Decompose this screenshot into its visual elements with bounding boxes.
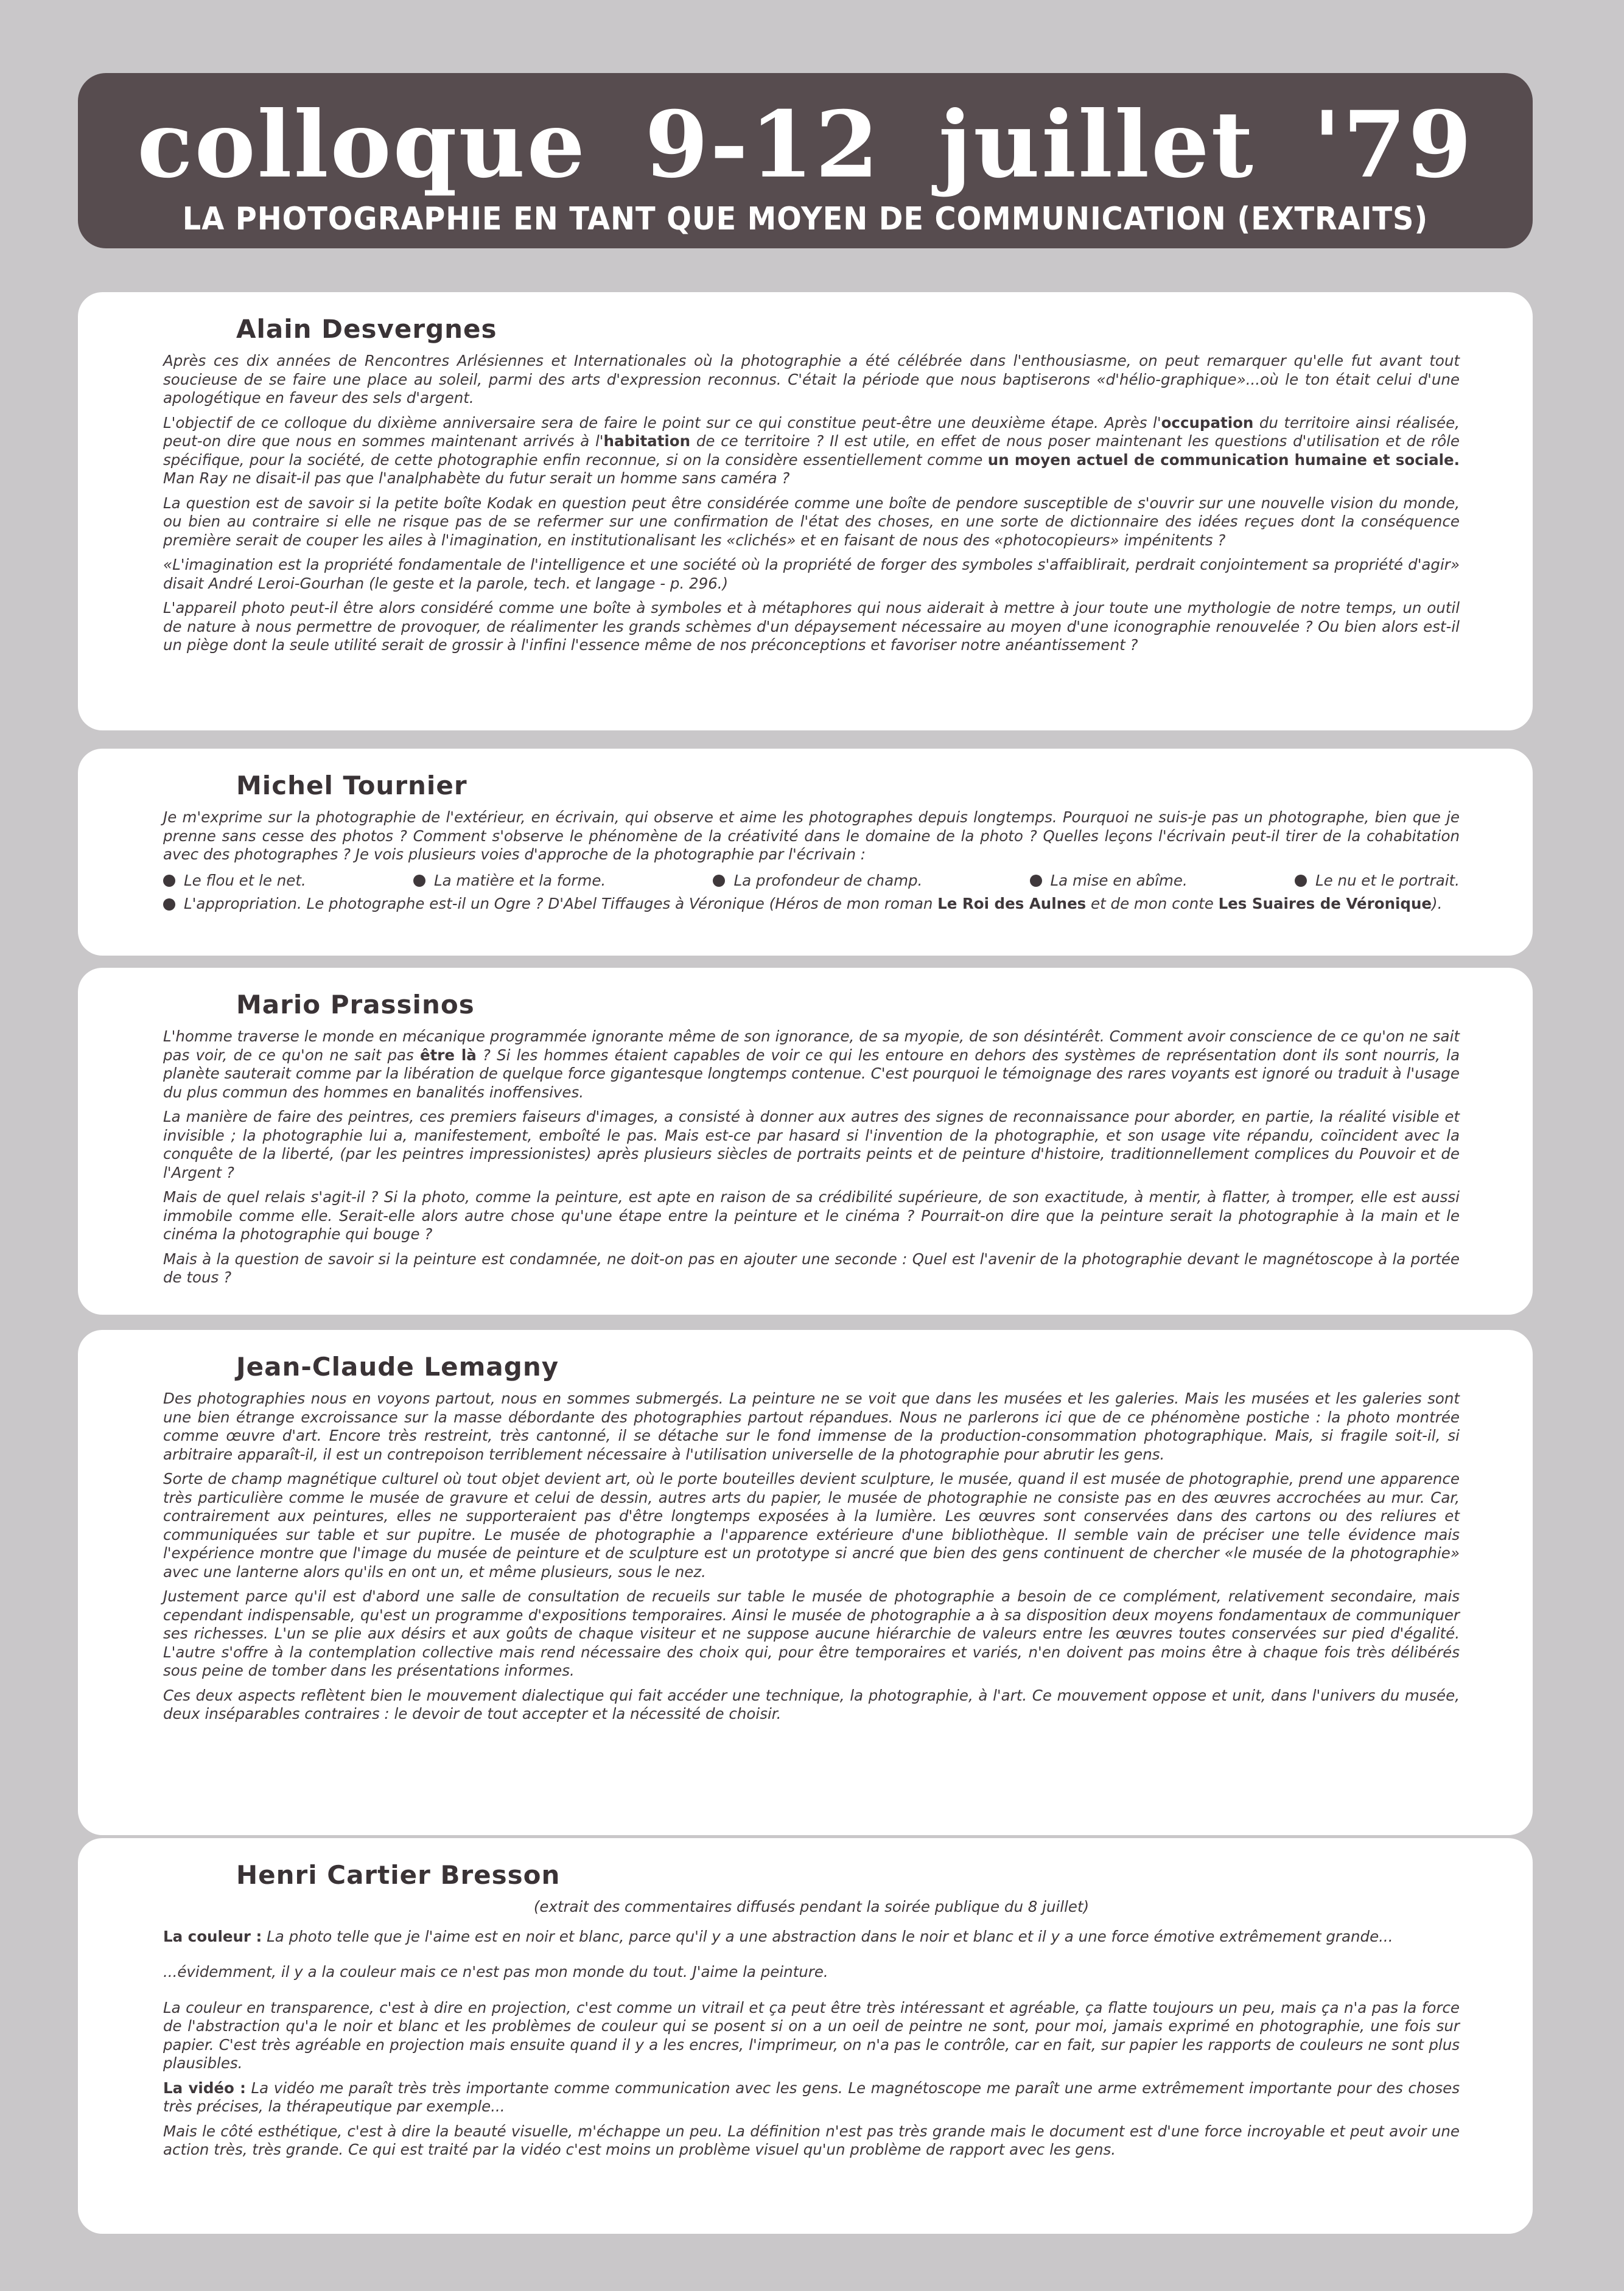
paragraph: La manière de faire des peintres, ces premiers faiseurs d'images, a consisté à donner aux autres des signes de reconnaissance pour aborder, en partie, la réalité visible et invisible ; la photographie lui a, manifestement, emboîté le pas. Mais est-ce par hasard si l'invention de la photographie, et son usage vite répandu, coïncident avec la conquête de la liberté, (par les peintres impressionistes) après plusieurs siècles de portraits peints et de peinture d'histoire, traditionnellement complices du Pouvoir et de l'Argent ? [163,1108,1460,1181]
bullet-item: La profondeur de champ. [713,870,922,891]
quote-paragraph: «L'imagination est la propriété fondamentale de l'intelligence et une société où la propriété de forger des symboles s'affaiblirait, perdrait conjointement sa propriété d'agir» disait André Leroi-Gourhan (le geste et la parole, tech. et langage - p. 296.) [163,556,1460,592]
topic-label: La vidéo : [163,2079,246,2097]
paragraph: La vidéo : La vidéo me paraît très très importante comme communication avec les gens. Le magnétoscope me paraît une arme extrêmement importante pour des choses très précises, la thérapeutique par exemple... [163,2079,1460,2115]
section-prassinos [78,968,1533,1315]
bullet-dot-icon [1295,875,1307,887]
page-title: colloque 9-12 juillet '79 [137,91,1474,198]
paragraph: La couleur : La photo telle que je l'aime est en noir et blanc, parce qu'il y a une abstraction dans le noir et blanc et il y a une force émotive extrêmement grande... [163,1927,1393,1945]
bullet-item: Le nu et le portrait. [1295,870,1460,891]
section-tournier [78,749,1533,956]
page-subtitle: LA PHOTOGRAPHIE EN TANT QUE MOYEN DE COMMUNICATION (EXTRAITS) [182,201,1429,237]
author-heading: Alain Desvergnes [236,314,497,344]
bullet-item: La mise en abîme. [1030,870,1188,891]
paragraph: Mais à la question de savoir si la peinture est condamnée, ne doit-on pas en ajouter une seconde : Quel est l'avenir de la photographie devant le magnétoscope à la portée de tous ? [163,1250,1460,1286]
paragraph: L'homme traverse le monde en mécanique programmée ignorante même de son ignorance, de sa myopie, de son désintérêt. Comment avoir conscience de ce qu'on ne sait pas voir, de ce qu'on ne sait pas être là ? Si les hommes étaient capables de voir ce qui les entoure en dehors des systèmes de représentation dont ils sont nourris, la planète sauterait comme par la libération de quelque force gigantesque longtemps contenue. C'est pourquoi le témoignage des rares voyants est ignoré ou traduit à l'usage du plus commun des hommes en banalités inoffensives. [163,1027,1460,1101]
paragraph: Mais de quel relais s'agit-il ? Si la photo, comme la peinture, est apte en raison de sa crédibilité supérieure, de son exactitude, à mentir, à flatter, à tromper, elle est aussi immobile comme elle. Serait-elle alors autre chose qu'une étape entre la peinture et le cinéma ? Pourrait-on dire que la peinture serait la photographie à la main et le cinéma la photographie qui bouge ? [163,1188,1460,1243]
paragraph: ...évidemment, il y a la couleur mais ce n'est pas mon monde du tout. J'aime la peinture. [163,1963,828,1981]
paragraph: L'objectif de ce colloque du dixième anniversaire sera de faire le point sur ce qui constitue peut-être une deuxième étape. Après l'occupation du territoire ainsi réalisée, peut-on dire que nous en sommes maintenant arrivés à l'habitation de ce territoire ? Il est utile, en effet de nous poser maintenant les questions d'utilisation et de rôle spécifique, pour la société, de cette photographie enfin reconnue, si on la considère essentiellement comme un moyen actuel de communication humaine et sociale. Man Ray ne disait-il pas que l'analphabète du futur serait un homme sans caméra ? [163,413,1460,487]
paragraph: La couleur en transparence, c'est à dire en projection, c'est comme un vitrail et ça peut être très intéressant et agréable, ça flatte toujours un peu, mais ça n'a pas la force de l'abstraction qu'a le noir et blanc et les problèmes de couleur qui se posent si on a un oeil de peintre ne sont, pour moi, jamais exprimé en photographie, une fois sur papier. C'est très agréable en projection mais ensuite quand il y a les encres, l'imprimeur, on n'a pas le contrôle, car en fait, sur papier les rapports de couleurs ne sont plus plausibles. [163,1998,1460,2072]
paragraph: L'appropriation. Le photographe est-il un Ogre ? D'Abel Tiffauges à Véronique (Héros de mon roman Le Roi des Aulnes et de mon conte Les Suaires de Véronique). [163,895,1460,914]
paragraph: Je m'exprime sur la photographie de l'extérieur, en écrivain, qui observe et aime les photographes depuis longtemps. Pourquoi ne suis-je pas un photographe, bien que je prenne sans cesse des photos ? Comment s'observe le phénomène de la créativité dans le domaine de la photo ? Quelles leçons l'écrivain peut-il tirer de la cohabitation avec des photographes ? Je vois plusieurs voies d'approche de la photographie par l'écrivain : [163,808,1460,863]
header-banner [78,73,1533,248]
author-heading: Henri Cartier Bresson [236,1860,561,1890]
section-bresson [78,1838,1533,2234]
bullet-dot-icon [413,875,425,887]
paragraph: Justement parce qu'il est d'abord une salle de consultation de recueils sur table le musée de photographie a besoin de ce complément, relativement secondaire, mais cependant indispensable, qu'est un programme d'expositions temporaires. Ainsi le musée de photographie a à sa disposition deux moyens fondamentaux de communiquer ses richesses. L'un se plie aux désirs et aux goûts de chaque visiteur et ne suppose aucune hiérarchie de valeurs entre les œuvres toutes conservées sur pied d'égalité. L'autre s'offre à la contemplation collective mais rend nécessaire des choix qui, pour être temporaires et variés, n'en doivent pas moins être à chaque fois très délibérés sous peine de tomber dans les présentations informes. [163,1587,1460,1679]
bullet-dot-icon [713,875,725,887]
bullet-list [163,870,1460,891]
bullet-dot-icon [163,875,175,887]
bullet-dot-icon [1030,875,1042,887]
author-heading: Michel Tournier [236,771,467,800]
bullet-item: Le flou et le net. [163,870,306,891]
source-note: (extrait des commentaires diffusés pendant la soirée publique du 8 juillet) [533,1898,1090,1915]
paragraph: Des photographies nous en voyons partout, nous en sommes submergés. La peinture ne se voit que dans les musées et les galeries. Mais les musées et les galeries sont une bien étrange excroissance sur la masse débordante des photographies partout répandues. Nous ne parlerons ici que de ce phénomène postiche : la photo montrée comme œuvre d'art. Encore très restreint, très cantonné, il se détache sur le fond immense de la production-consommation photographique. Mais, si fragile soit-il, si arbitraire apparaît-il, il est un contrepoison terriblement nécessaire à l'utilisation universelle de la photographie pour abrutir les gens. [163,1390,1460,1463]
topic-label: La couleur : [163,1927,262,1945]
author-heading: Mario Prassinos [236,990,475,1020]
author-heading: Jean-Claude Lemagny [236,1352,559,1382]
paragraph: Ces deux aspects reflètent bien le mouvement dialectique qui fait accéder une technique, la photographie, à l'art. Ce mouvement oppose et unit, dans l'univers du musée, deux inséparables contraires : le devoir de tout accepter et la nécessité de choisir. [163,1686,1460,1723]
paragraph: Après ces dix années de Rencontres Arlésiennes et Internationales où la photographie a été célébrée dans l'enthousiasme, on peut remarquer qu'elle fut avant tout soucieuse de se faire une place au soleil, parmi des arts d'expression reconnus. C'était la période que nous baptiserons «d'hélio-graphique»...où le ton était celui d'une apologétique en faveur des sels d'argent. [163,352,1460,407]
bullet-item: La matière et la forme. [413,870,606,891]
paragraph: Sorte de champ magnétique culturel où tout objet devient art, où le porte bouteilles devient sculpture, le musée, quand il est musée de photographie, prend une apparence très particulière comme le musée de gravure et celui de dessin, autres arts du papier, le musée de photographie ne consiste pas en des œuvres accrochées au mur. Car, contrairement aux peintures, elles ne supporteraient pas d'être longtemps exposées à la lumière. Les œuvres sont conservées dans des cartons ou des reliures et communiquées sur table et sur pupitre. Le musée de photographie a l'apparence extérieure d'une bibliothèque. Il semble vain de préciser une telle évidence mais l'expérience montre que l'image du musée de peinture et de sculpture est un prototype si ancré que bien des gens continuent de chercher «le musée de la photographie» avec une lanterne alors qu'ils en ont un, et même plusieurs, sous le nez. [163,1470,1460,1581]
paragraph: La question est de savoir si la petite boîte Kodak en question peut être considérée comme une boîte de pendore susceptible de s'ouvrir sur une nouvelle vision du monde, ou bien au contraire si elle ne risque pas de se refermer sur une confirmation de l'état des choses, en une sorte de dictionnaire des idées reçues dont la conséquence première serait de couper les ailes à l'imagination, en institutionalisant les «clichés» et en faisant de nous des «photocopieurs» impénitents ? [163,494,1460,549]
paragraph: L'appareil photo peut-il être alors considéré comme une boîte à symboles et à métaphores qui nous aiderait à mettre à jour toute une mythologie de notre temps, un outil de nature à nous permettre de provoquer, de réalimenter les grands schèmes d'un dépaysement nécessaire au moyen d'une iconographie renouvelée ? Ou bien alors est-il un piège dont la seule utilité serait de grossir à l'infini l'essence même de nos préconceptions et favoriser notre anéantissement ? [163,599,1460,654]
paragraph: Mais le côté esthétique, c'est à dire la beauté visuelle, m'échappe un peu. La définition n'est pas très grande mais le document est d'une force incroyable et peut avoir une action très, très grande. Ce qui est traité par la vidéo c'est moins un problème visuel qu'un problème de rapport avec les gens. [163,2122,1460,2158]
section-desvergnes [78,292,1533,730]
bullet-dot-icon [163,898,175,911]
section-lemagny [78,1330,1533,1835]
